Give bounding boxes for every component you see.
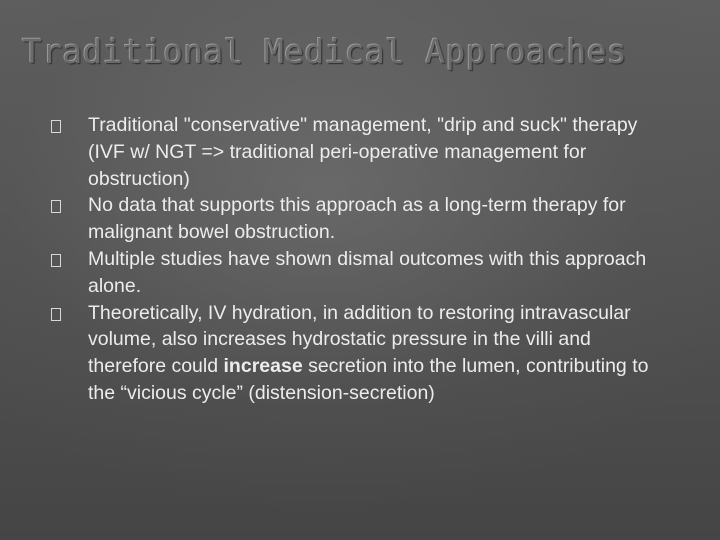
- bullet-text-after: secretion into the lumen, contributing to the “vicious cycle” (distension-secretion): [88, 355, 649, 404]
- slide-title: Traditional Medical Approaches: [22, 32, 628, 71]
- bullet-item: [50, 246, 670, 300]
- bullet-text-emphasis: increase: [223, 355, 303, 378]
- bullet-text: No data that supports this approach as a long-term therapy for malignant bowel obstruction.: [88, 194, 626, 244]
- bullet-item: [50, 192, 670, 246]
- bullet-list: [50, 112, 670, 407]
- bullet-item: [50, 112, 670, 192]
- bullet-text: [88, 300, 670, 407]
- square-bullet-icon: [50, 246, 88, 273]
- square-bullet-icon: [50, 112, 88, 139]
- bullet-text: Multiple studies have shown dismal outcomes with this approach alone.: [88, 247, 647, 297]
- square-bullet-icon: [50, 192, 88, 219]
- bullet-item: [50, 300, 670, 407]
- square-bullet-icon: [50, 300, 88, 327]
- bullet-text: Traditional "conservative" management, "drip and suck" therapy (IVF w/ NGT => traditional peri-operative management for obstruction): [88, 114, 638, 190]
- bullet-text-before: Theoretically, IV hydration, in addition to restoring intravascular volume, also increases hydrostatic pressure in the villi and therefore could: [88, 301, 631, 378]
